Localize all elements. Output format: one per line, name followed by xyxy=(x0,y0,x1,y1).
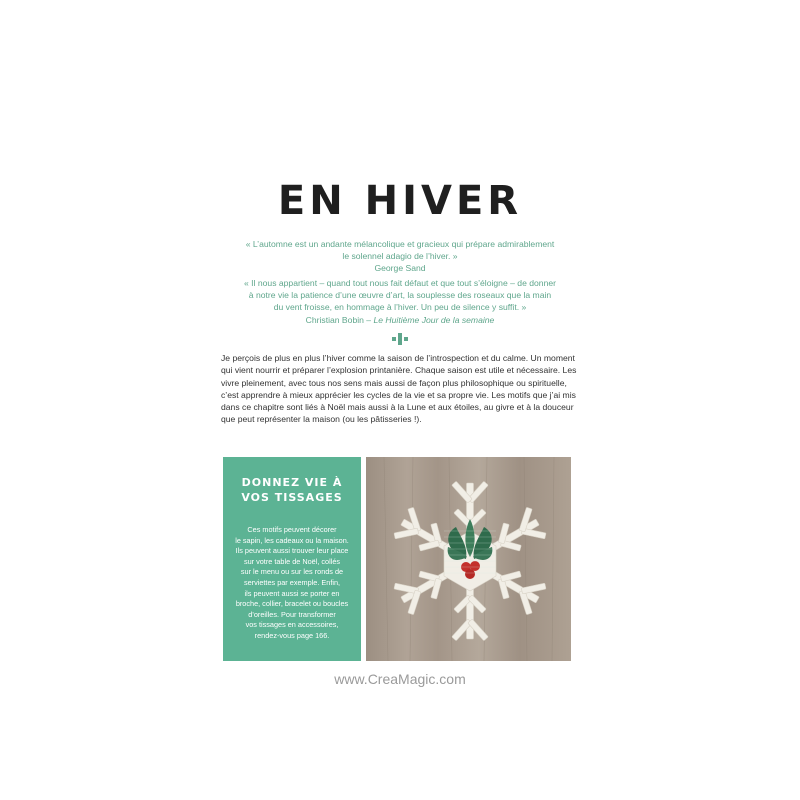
tip-line: rendez-vous page 166. xyxy=(254,630,330,640)
tip-line: Ces motifs peuvent décorer xyxy=(247,525,337,534)
tip-line: sur votre table de Noël, collés xyxy=(243,556,341,566)
quote-line: à notre vie la patience d’une œuvre d’art, la souplesse des roseaux que la main xyxy=(248,290,552,301)
tip-line: d’oreilles. Pour transformer xyxy=(248,609,336,619)
quote-author: George Sand xyxy=(374,263,426,274)
quote-line: du vent froisse, en hommage à l’hiver. Un peu de silence y suffit. » xyxy=(273,302,527,313)
watermark: www.CreaMagic.com xyxy=(334,671,466,687)
tip-line: vos tissages en accessoires, xyxy=(245,620,339,630)
quote-line: le solennel adagio de l’hiver. » xyxy=(342,251,458,262)
quote-george-sand xyxy=(220,238,580,275)
quote-author: Christian Bobin – xyxy=(305,314,374,325)
paragraph-line: qui vient nourrir et préparer l’explosion printanière. Chaque saison est utile et nécessaire. Les xyxy=(221,365,577,376)
paragraph-line: que peut représenter la maison (ou les pâtisseries !). xyxy=(221,414,422,425)
quote-line: « Il nous appartient – quand tout nous fait défaut et que tout s’éloigne – de donner xyxy=(244,278,556,288)
ornament-divider-icon xyxy=(392,333,408,345)
quote-line: « L’automne est un andante mélancolique et gracieux qui prépare admirablement xyxy=(245,239,555,249)
tip-line: sur le menu ou sur les ronds de xyxy=(240,567,344,577)
tip-line: le sapin, les cadeaux ou la maison. xyxy=(235,535,349,545)
tip-title-line: VOS TISSAGES xyxy=(241,491,343,504)
paragraph-line: vivre pleinement, avec tous nos sens mais aussi de façon plus philosophique ou spirituelle, xyxy=(221,377,567,388)
quote-christian-bobin xyxy=(220,277,580,326)
tip-line: ils peuvent aussi se porter en xyxy=(244,588,340,598)
tip-box xyxy=(223,457,361,661)
paragraph-line: Je perçois de plus en plus l’hiver comme la saison de l’introspection et du calme. Un moment xyxy=(221,353,575,363)
tip-line: broche, collier, bracelet ou boucles xyxy=(235,599,349,609)
paragraph-line: c’est apprendre à mieux apprécier les cycles de la vie et sa propre vie. Les motifs que j’ai mis xyxy=(221,389,576,400)
chapter-title: EN HIVER xyxy=(277,178,523,224)
snowflake-photo xyxy=(366,457,571,661)
quote-work-title: Le Huitième Jour de la semaine xyxy=(373,314,495,325)
tip-box-title xyxy=(223,475,361,505)
quote-attribution xyxy=(220,314,580,326)
paragraph-line: dans ce chapitre sont liés à Noël mais aussi à la Lune et aux étoiles, au givre et à la douceur xyxy=(221,402,574,413)
tip-line: serviettes par exemple. Enfin, xyxy=(243,577,341,587)
tip-line: Ils peuvent aussi trouver leur place xyxy=(235,546,349,556)
intro-paragraph xyxy=(221,352,583,426)
tip-title-line: DONNEZ VIE À xyxy=(241,476,343,489)
tip-box-text xyxy=(229,525,355,642)
